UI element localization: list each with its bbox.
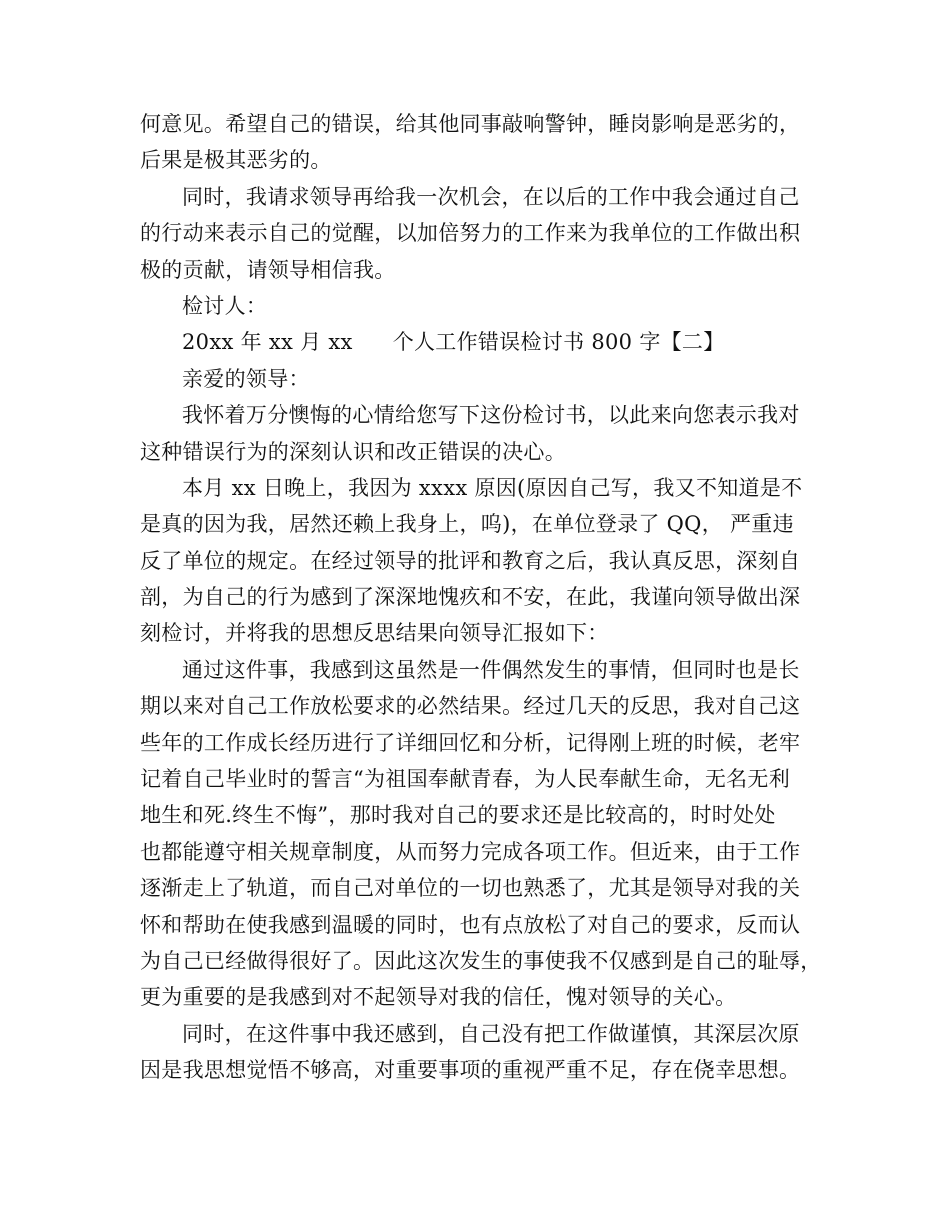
text-line: 何意见。希望自己的错误，给其他同事敲响警钟，睡岗影响是恶劣的，: [140, 112, 801, 136]
salutation: 亲爱的领导：: [182, 366, 310, 391]
text-line: 也都能遵守相关规章制度，从而努力完成各项工作。但近来，由于工作: [140, 839, 801, 864]
text-line: 更为重要的是我感到对不起领导对我的信任，愧对领导的关心。: [140, 985, 737, 1010]
text-line: 怀和帮助在使我感到温暖的同时，也有点放松了对自己的要求，反而认: [140, 912, 801, 937]
paragraph-start-line: 本月 xx 日晚上，我因为 xxxx 原因(原因自己写，我又不知道是不: [182, 475, 803, 500]
text-line: 逐渐走上了轨道，而自己对单位的一切也熟悉了，尤其是领导对我的关: [140, 876, 801, 901]
text-line: 刻检讨，并将我的思想反思结果向领导汇报如下：: [140, 621, 609, 646]
paragraph-start-line: 同时，在这件事中我还感到，自己没有把工作做谨慎，其深层次原: [182, 1021, 800, 1046]
text-line: 期以来对自己工作放松要求的必然结果。经过几天的反思，我对自己这: [140, 694, 801, 719]
text-line: 极的贡献，请领导相信我。: [140, 257, 396, 282]
text-line: 因是我思想觉悟不够高，对重要事项的重视严重不足，存在侥幸思想。: [140, 1058, 801, 1083]
paragraph-start-line: 通过这件事，我感到这虽然是一件偶然发生的事情，但同时也是长: [182, 657, 800, 682]
document-body: [140, 106, 820, 1089]
section-title: 个人工作错误检讨书 800 字【二】: [392, 330, 725, 355]
text-line: 后果是极其恶劣的。: [140, 148, 332, 173]
text-line: 为自己已经做得很好了。因此这次发生的事使我不仅感到是自己的耻辱，: [140, 948, 822, 973]
text-line: 记着自己毕业时的誓言“为祖国奉献青春，为人民奉献生命，无名无利: [140, 767, 791, 792]
signature-date: 20xx 年 xx 月 xx: [182, 330, 353, 355]
text-line: 的行动来表示自己的觉醒，以加倍努力的工作来为我单位的工作做出积: [140, 221, 801, 246]
text-line: 这种错误行为的深刻认识和改正错误的决心。: [140, 439, 566, 464]
text-line: 是真的因为我，居然还赖上我身上，呜)，在单位登录了 QQ， 严重违: [140, 512, 794, 537]
text-line: 地生和死.终生不悔”，那时我对自己的要求还是比较高的，时时处处: [140, 803, 776, 828]
text-line: 剖，为自己的行为感到了深深地愧疚和不安，在此，我谨向领导做出深: [140, 585, 801, 610]
signature-label: 检讨人：: [182, 293, 268, 318]
paragraph-start-line: 我怀着万分懊悔的心情给您写下这份检讨书，以此来向您表示我对: [182, 403, 800, 428]
date-and-title-line: [140, 324, 820, 360]
paragraph-start-line: 同时，我请求领导再给我一次机会，在以后的工作中我会通过自己: [182, 184, 800, 209]
text-line: 反了单位的规定。在经过领导的批评和教育之后，我认真反思，深刻自: [140, 548, 801, 573]
text-line: 些年的工作成长经历进行了详细回忆和分析，记得刚上班的时候，老牢: [140, 730, 801, 755]
